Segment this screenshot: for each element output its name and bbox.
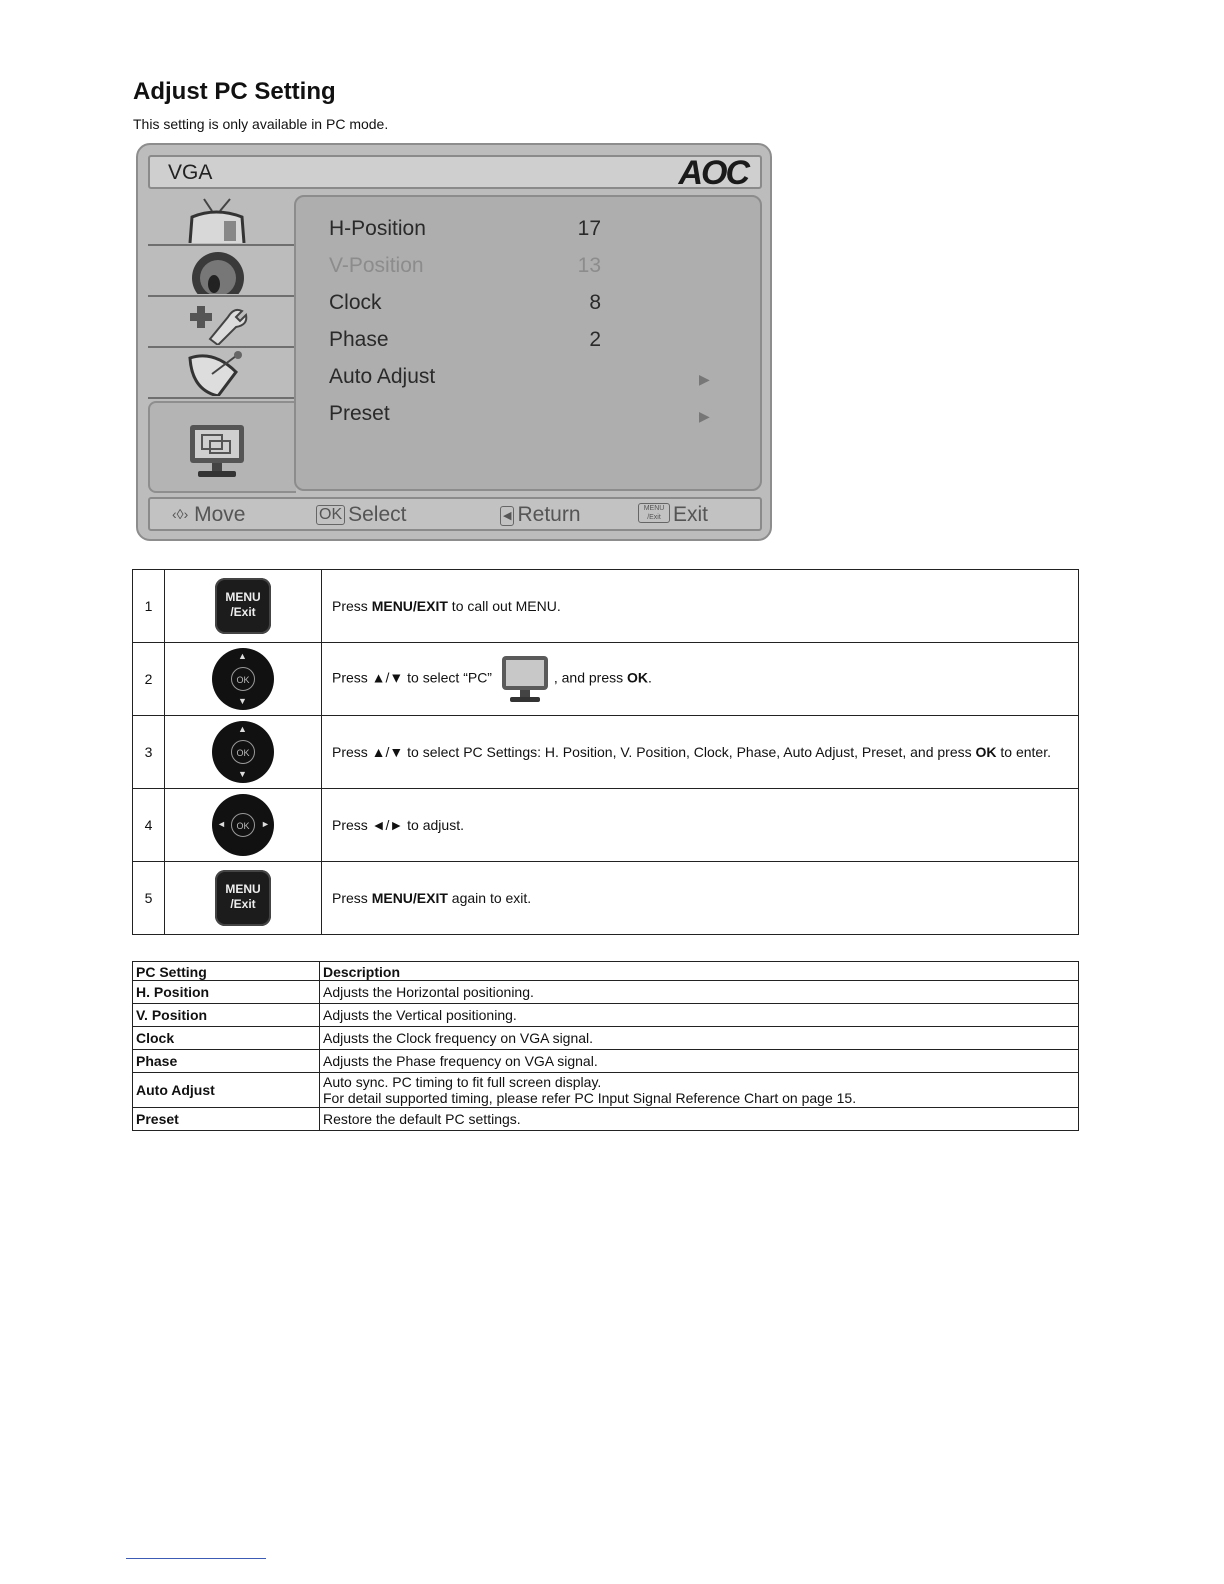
- setting-description: Adjusts the Vertical positioning.: [320, 1004, 1079, 1027]
- steps-table: [132, 569, 1079, 935]
- step-number: 1: [133, 570, 165, 643]
- osd-item-value: 17: [577, 217, 601, 240]
- osd-item-h-position[interactable]: [329, 217, 749, 247]
- osd-category-tv[interactable]: [148, 195, 296, 246]
- step-text-pre: Press: [332, 890, 372, 906]
- osd-item-label: Preset: [329, 402, 390, 425]
- step-button-cell: [165, 716, 322, 789]
- osd-category-channel[interactable]: [148, 348, 296, 399]
- step-number: 2: [133, 643, 165, 716]
- setting-description: Adjusts the Clock frequency on VGA signal.: [320, 1027, 1079, 1050]
- step-number: 4: [133, 789, 165, 862]
- osd-item-phase[interactable]: [329, 328, 749, 358]
- osd-item-label: H-Position: [329, 217, 426, 240]
- menu-exit-button-icon: MENU /Exit: [215, 870, 271, 926]
- setting-name: H. Position: [133, 981, 320, 1004]
- up-down-ok-button-icon: ▲ OK ▼: [212, 721, 274, 783]
- monitor-icon: [186, 421, 250, 481]
- osd-footer-hints: [148, 497, 762, 531]
- osd-item-label: Clock: [329, 291, 382, 314]
- step-text-bold: OK: [627, 669, 649, 686]
- step-row: [133, 643, 1079, 716]
- column-header: PC Setting: [133, 962, 320, 981]
- setting-description-line: Auto sync. PC timing to fit full screen display.: [323, 1074, 602, 1090]
- setting-name: Phase: [133, 1050, 320, 1073]
- setting-description: Adjusts the Horizontal positioning.: [320, 981, 1079, 1004]
- setting-name: Auto Adjust: [133, 1073, 320, 1108]
- step-button-cell: [165, 570, 322, 643]
- step-text: [322, 862, 1079, 935]
- osd-category-list: [148, 195, 296, 491]
- hint-move: [172, 503, 245, 527]
- step-text-pre: Press: [332, 598, 372, 614]
- osd-item-label: Phase: [329, 328, 389, 351]
- setting-description: [320, 1073, 1079, 1108]
- osd-source-label: VGA: [168, 161, 213, 184]
- osd-item-value: 8: [589, 291, 601, 314]
- step-button-cell: [165, 862, 322, 935]
- speaker-icon: [184, 248, 248, 294]
- setting-description: Restore the default PC settings.: [320, 1108, 1079, 1131]
- satellite-icon: [184, 350, 248, 396]
- step-text-pre: Press ◄/► to adjust.: [332, 817, 464, 833]
- setting-name: Clock: [133, 1027, 320, 1050]
- step-text-bold: MENU/EXIT: [371, 890, 448, 906]
- step-text-post: to call out MENU.: [447, 598, 561, 614]
- hint-return-label: Return: [517, 503, 581, 526]
- step-text: [322, 643, 1079, 716]
- step-row: [133, 570, 1079, 643]
- step-text-post: .: [648, 669, 652, 686]
- osd-category-setup[interactable]: [148, 297, 296, 348]
- hint-move-label: Move: [194, 503, 246, 526]
- tv-icon: [184, 197, 248, 243]
- step-button-cell: [165, 789, 322, 862]
- osd-title-bar: [148, 154, 762, 192]
- osd-item-auto-adjust[interactable]: [329, 365, 749, 395]
- hint-select-label: Select: [348, 503, 407, 526]
- step-text: [322, 789, 1079, 862]
- step-text-pre: Press ▲/▼ to select PC Settings: H. Position, V. Position, Clock, Phase, Auto Adjust, Preset, and press: [332, 744, 976, 760]
- table-row: [133, 1073, 1079, 1108]
- osd-item-label: Auto Adjust: [329, 365, 436, 388]
- step-row: [133, 862, 1079, 935]
- step-row: [133, 789, 1079, 862]
- aoc-logo: AOC: [678, 154, 748, 192]
- setting-name: Preset: [133, 1108, 320, 1131]
- page-title: Adjust PC Setting: [133, 78, 336, 105]
- move-arrows-icon: ‹◊›: [172, 506, 189, 522]
- step-text-post: to enter.: [996, 744, 1051, 760]
- hint-exit: [638, 503, 708, 527]
- hint-return: [500, 503, 581, 527]
- hint-select: [316, 503, 407, 527]
- osd-item-label: V-Position: [329, 254, 424, 277]
- table-header-row: [133, 962, 1079, 981]
- step-text-mid: , and press: [553, 669, 628, 686]
- table-row: [133, 981, 1079, 1004]
- table-row: [133, 1108, 1079, 1131]
- ok-key-icon: OK: [316, 505, 345, 525]
- return-key-icon: ◀: [500, 506, 514, 526]
- footer-divider: [126, 1558, 266, 1559]
- osd-item-clock[interactable]: [329, 291, 749, 321]
- column-header: Description: [320, 962, 1079, 981]
- up-down-ok-button-icon: ▲ OK ▼: [212, 648, 274, 710]
- setting-description: Adjusts the Phase frequency on VGA signal.: [320, 1050, 1079, 1073]
- menu-exit-button-icon: MENU /Exit: [215, 578, 271, 634]
- play-arrow-icon: ▶: [699, 408, 710, 424]
- setting-name: V. Position: [133, 1004, 320, 1027]
- hint-exit-label: Exit: [673, 503, 709, 526]
- play-arrow-icon: ▶: [699, 371, 710, 387]
- tools-icon: [184, 299, 248, 345]
- step-text: [322, 716, 1079, 789]
- pc-settings-table: [132, 961, 1079, 1131]
- left-right-ok-button-icon: ◄ OK ►: [212, 794, 274, 856]
- step-button-cell: [165, 643, 322, 716]
- pc-monitor-icon: [500, 654, 550, 704]
- setting-description-line: For detail supported timing, please refer PC Input Signal Reference Chart on page 15.: [323, 1090, 857, 1106]
- step-text: [322, 570, 1079, 643]
- step-number: 5: [133, 862, 165, 935]
- step-text-bold: MENU/EXIT: [371, 598, 448, 614]
- step-number: 3: [133, 716, 165, 789]
- osd-item-v-position[interactable]: [329, 254, 749, 284]
- osd-category-pc[interactable]: [148, 401, 296, 493]
- table-row: [133, 1027, 1079, 1050]
- table-row: [133, 1004, 1079, 1027]
- osd-settings-panel: [294, 195, 762, 491]
- osd-item-value: 2: [589, 328, 601, 351]
- osd-menu: [136, 143, 772, 541]
- step-text-post: again to exit.: [447, 890, 532, 906]
- menu-key-icon: MENU /Exit: [638, 503, 670, 523]
- step-row: [133, 716, 1079, 789]
- page-subtitle: This setting is only available in PC mode.: [133, 116, 389, 132]
- step-text-bold: OK: [975, 744, 997, 760]
- step-text-pre: Press ▲/▼ to select “PC”: [332, 669, 496, 686]
- osd-category-audio[interactable]: [148, 246, 296, 297]
- osd-item-value: 13: [577, 254, 601, 277]
- table-row: [133, 1050, 1079, 1073]
- osd-item-preset[interactable]: [329, 402, 749, 432]
